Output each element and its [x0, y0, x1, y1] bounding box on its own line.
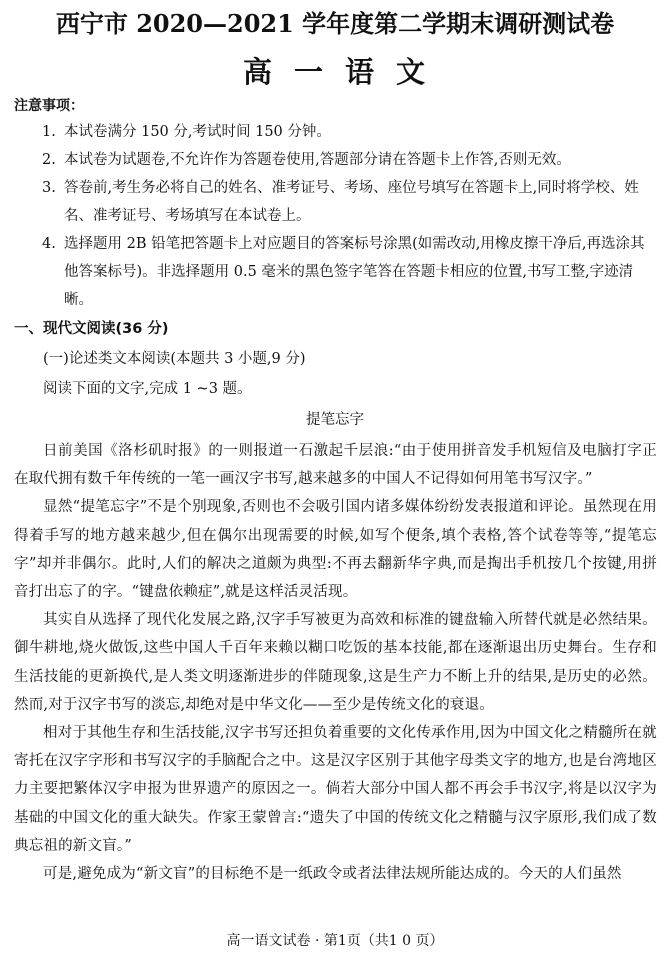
notice-item [42, 230, 657, 314]
article-paragraph: 可是,避免成为“新文盲”的目标绝不是一纸政令或者法律法规所能达成的。今天的人们虽然 [43, 866, 622, 883]
notice-item-number: 4. [42, 236, 56, 252]
notice-item [42, 174, 657, 230]
notice-item-number: 2. [42, 152, 56, 168]
exam-title: 西宁市 2020—2021 学年度第二学期末调研测试卷 [55, 9, 615, 38]
notice-item-number: 3. [42, 180, 56, 196]
notice-item [42, 118, 657, 146]
notice-item-text: 本试卷满分 150 分,考试时间 150 分钟。 [64, 124, 331, 140]
page-footer: 高一语文试卷 · 第1页（共1 0 页） [226, 933, 444, 949]
section-heading: 一、现代文阅读(36 分) [14, 321, 169, 337]
notice-item-text: 本试卷为试题卷,不允许作为答题卷使用,答题部分请在答题卡上作答,否则无效。 [64, 152, 571, 168]
article-paragraph: 其实自从选择了现代化发展之路,汉字手写被更为高效和标准的键盘输入所替代就是必然结果。御牛耕地,烧火做饭,这些中国人千百年来赖以糊口吃饭的基本技能,都在逐渐退出历史舞台。生存和生活技能的更新换代,是人类文明逐渐进步的伴随现象,这是生产力不断上升的结果,是历史的必然。然而,对于汉字书写的淡忘,却绝对是中华文化——至少是传统文化的衰退。 [14, 612, 657, 713]
article-paragraph: 相对于其他生存和生活技能,汉字书写还担负着重要的文化传承作用,因为中国文化之精髓所在就寄托在汉字字形和书写汉字的手脑配合之中。这是汉字区别于其他字母类文字的地方,也是台湾地区力主要把繁体汉字申报为世界遗产的原因之一。倘若大部分中国人都不再会手书汉字,将是以汉字为基础的中国文化的重大缺失。作家王蒙曾言:“遗失了中国的传统文化之精髓与汉字原形,我们成了数典忘祖的新文盲。” [14, 725, 657, 854]
reading-instruction: 阅读下面的文字,完成 1 ~3 题。 [43, 381, 252, 397]
article-body [14, 437, 657, 888]
sub-section-heading: (一)论述类文本阅读(本题共 3 小题,9 分) [43, 351, 306, 367]
article-title: 提笔忘字 [306, 412, 364, 428]
subject-title: 高一语文 [242, 55, 447, 89]
article-paragraph: 显然“提笔忘字”不是个别现象,否则也不会吸引国内诸多媒体纷纷发表报道和评论。虽然现在用得着手写的地方越来越少,但在偶尔出现需要的时候,如写个便条,填个表格,答个试卷等等,“提笔忘字”却并非偶尔。此时,人们的解决之道颇为典型:不再去翻新华字典,而是掏出手机按几个按键,用拼音打出忘了的字。“键盘依赖症”,就是这样活灵活现。 [14, 499, 657, 601]
notice-item-number: 1. [42, 124, 56, 140]
notice-item-text: 选择题用 2B 铅笔把答题卡上对应题目的答案标号涂黑(如需改动,用橡皮擦干净后,再选涂其他答案标号)。非选择题用 0.5 毫米的黑色签字笔答在答题卡相应的位置,书写工整,字迹清晰。 [64, 236, 645, 308]
notice-list [42, 118, 657, 314]
notice-item [42, 146, 657, 174]
notice-heading: 注意事项： [14, 98, 84, 114]
article-paragraph: 日前美国《洛杉矶时报》的一则报道一石激起千层浪:“由于使用拼音发手机短信及电脑打字正在取代拥有数千年传统的一笔一画汉字书写,越来越多的中国人不记得如何用笔书写汉字。” [14, 443, 657, 488]
notice-item-text: 答卷前,考生务必将自己的姓名、准考证号、考场、座位号填写在答题卡上,同时将学校、姓名、准考证号、考场填写在本试卷上。 [64, 180, 639, 224]
